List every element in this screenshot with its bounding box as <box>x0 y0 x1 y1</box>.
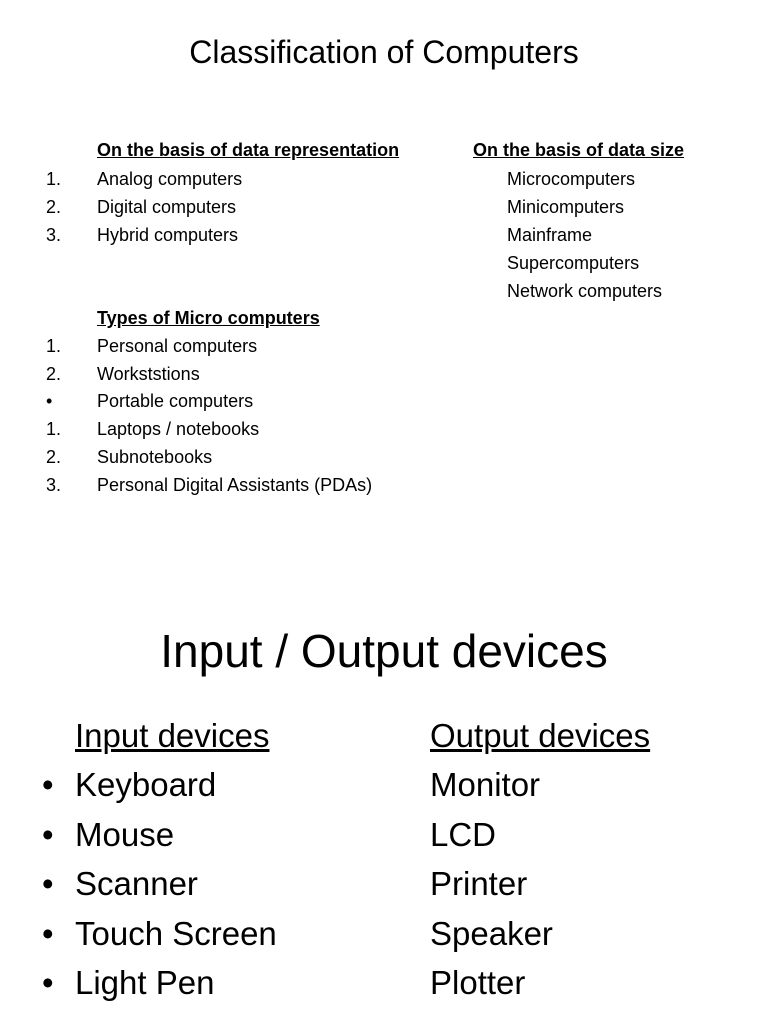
data-size-item: Minicomputers <box>507 197 625 217</box>
list-marker: 3. <box>46 225 62 245</box>
list-item-label: Portable computers <box>97 391 254 411</box>
list-item-label: Personal computers <box>97 336 258 356</box>
bullet-icon: • <box>42 766 54 803</box>
device-row <box>0 814 768 856</box>
list-marker: 2. <box>46 364 62 384</box>
input-device: Touch Screen <box>75 915 277 952</box>
data-size-item: Supercomputers <box>507 253 640 273</box>
output-devices-heading: Output devices <box>430 717 651 754</box>
slide-title: Input / Output devices <box>160 625 608 677</box>
micro-types-heading: Types of Micro computers <box>97 308 320 328</box>
list-marker: 3. <box>46 475 62 495</box>
data-representation-heading: On the basis of data representation <box>97 140 400 160</box>
list-marker: • <box>46 391 53 411</box>
bullet-icon: • <box>42 915 54 952</box>
list-item-label: Personal Digital Assistants (PDAs) <box>97 475 373 495</box>
output-device: Monitor <box>430 766 541 803</box>
bullet-icon: • <box>42 964 54 1001</box>
list-marker: 1. <box>46 336 62 356</box>
list-item-label: Analog computers <box>97 169 243 189</box>
list-marker: 1. <box>46 419 62 439</box>
slide-input-output-devices <box>0 520 768 1024</box>
list-item-label: Hybrid computers <box>97 225 239 245</box>
data-size-item: Mainframe <box>507 225 593 245</box>
device-row <box>0 764 768 806</box>
device-row <box>0 913 768 955</box>
output-device: LCD <box>430 816 497 853</box>
output-device: Printer <box>430 865 528 902</box>
list-marker: 2. <box>46 447 62 467</box>
data-size-heading: On the basis of data size <box>473 140 685 160</box>
list-item-label: Digital computers <box>97 197 237 217</box>
data-size-item: Microcomputers <box>507 169 636 189</box>
input-device: Mouse <box>75 816 175 853</box>
output-device: Speaker <box>430 915 553 952</box>
input-device: Keyboard <box>75 766 217 803</box>
slide-title: Classification of Computers <box>189 34 579 70</box>
list-marker: 2. <box>46 197 62 217</box>
bullet-icon: • <box>42 816 54 853</box>
list-item-label: Laptops / notebooks <box>97 419 260 439</box>
list-marker: 1. <box>46 169 62 189</box>
output-device: Plotter <box>430 964 526 1001</box>
input-device: Light Pen <box>75 964 215 1001</box>
input-device: Scanner <box>75 865 198 902</box>
list-item-label: Subnotebooks <box>97 447 213 467</box>
list-item-label: Workststions <box>97 364 200 384</box>
data-size-item: Network computers <box>507 281 663 301</box>
input-devices-heading: Input devices <box>75 717 270 754</box>
bullet-icon: • <box>42 865 54 902</box>
device-row <box>0 962 768 1004</box>
device-row <box>0 863 768 905</box>
